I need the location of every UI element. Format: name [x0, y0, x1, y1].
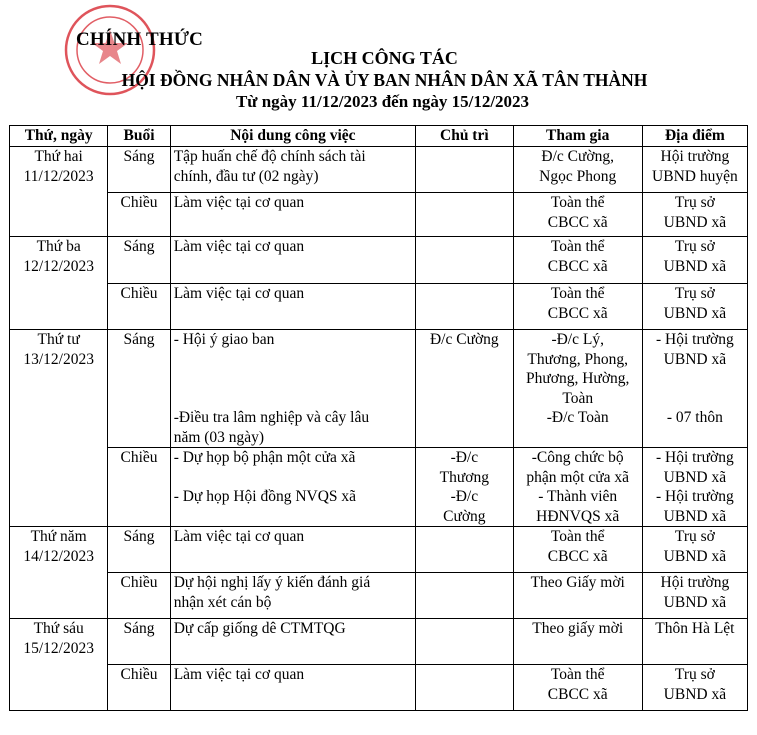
chair-cell — [416, 330, 514, 448]
participants-cell — [513, 147, 642, 193]
participants-cell-line: Toàn thể — [550, 285, 605, 302]
table-row — [10, 448, 748, 527]
participants-cell-line: Phương, Hường, — [526, 370, 630, 387]
participants-cell-line: phận một cửa xã — [526, 468, 630, 486]
day-name: Thứ tư — [37, 331, 80, 348]
content-cell-line: nhận xét cán bộ — [173, 593, 272, 611]
day-cell — [10, 527, 108, 619]
participants-cell-line: Toàn thể — [550, 666, 605, 683]
content-cell-line — [174, 350, 412, 370]
chair-cell-line: Cường — [443, 507, 486, 525]
location-cell-line: - Hội trường — [656, 331, 734, 348]
location-cell-line: - 07 thôn — [666, 409, 723, 426]
table-row — [10, 527, 748, 573]
content-cell-line: năm (03 ngày) — [173, 428, 265, 446]
location-cell-line: Thôn Hà Lệt — [655, 620, 735, 637]
session-cell: Sáng — [108, 527, 170, 573]
content-cell — [170, 573, 415, 619]
location-cell — [642, 665, 747, 711]
chair-cell-line: Thương — [439, 468, 489, 486]
content-cell-line — [174, 369, 412, 389]
session-cell: Sáng — [108, 147, 170, 193]
content-cell-line — [174, 389, 412, 409]
location-cell-line — [646, 389, 744, 409]
participants-cell — [513, 448, 642, 527]
day-cell — [10, 330, 108, 527]
participants-cell — [513, 237, 642, 284]
participants-cell-line: CBCC xã — [547, 257, 608, 275]
header-chair: Chủ trì — [416, 126, 514, 147]
page-subtitle: HỘI ĐỒNG NHÂN DÂN VÀ ỦY BAN NHÂN DÂN XÃ TÂN THÀNH — [121, 70, 648, 90]
location-cell-line: UBND xã — [663, 593, 727, 611]
table-row — [10, 665, 748, 711]
participants-cell-line: HĐNVQS xã — [536, 507, 620, 525]
location-cell-line: UBND xã — [663, 685, 727, 703]
participants-cell — [513, 284, 642, 330]
location-cell-line: Trụ sở — [674, 285, 715, 302]
official-label: CHÍNH THỨC — [76, 29, 204, 50]
table-row — [10, 284, 748, 330]
content-cell — [170, 147, 415, 193]
schedule-table — [9, 125, 748, 711]
location-cell-line: UBND xã — [663, 257, 727, 275]
chair-cell — [416, 237, 514, 284]
content-cell-line: Làm việc tại cơ quan — [173, 285, 305, 302]
participants-cell-line: CBCC xã — [547, 304, 608, 322]
location-cell — [642, 147, 747, 193]
day-cell — [10, 619, 108, 711]
content-cell-line: - Hội ý giao ban — [173, 331, 275, 348]
header-location: Địa điểm — [642, 126, 747, 147]
day-cell — [10, 237, 108, 330]
location-cell — [642, 193, 747, 237]
day-name: Thứ hai — [34, 148, 83, 165]
location-cell-line — [646, 369, 744, 389]
content-cell-line: Tập huấn chế độ chính sách tài — [173, 148, 366, 165]
location-cell-line: UBND xã — [663, 304, 727, 322]
content-cell — [170, 665, 415, 711]
chair-cell — [416, 573, 514, 619]
participants-cell-line: -Đ/c Toàn — [546, 409, 609, 426]
day-name: Thứ năm — [30, 528, 87, 545]
chair-cell-line: Đ/c Cường — [429, 331, 499, 348]
participants-cell-line: CBCC xã — [547, 213, 608, 231]
content-cell-line: Làm việc tại cơ quan — [173, 528, 305, 545]
participants-cell-line: Toàn — [562, 389, 594, 407]
content-cell — [170, 330, 415, 448]
location-cell — [642, 527, 747, 573]
content-cell-line — [174, 468, 412, 488]
content-cell-line: Làm việc tại cơ quan — [173, 238, 305, 255]
participants-cell-line: Theo giấy mời — [532, 620, 624, 637]
header-row — [10, 126, 748, 147]
location-cell-line: - Hội trường — [656, 449, 734, 466]
chair-cell — [416, 193, 514, 237]
day-date: 12/12/2023 — [23, 257, 94, 275]
chair-cell-line: -Đ/c — [450, 488, 479, 505]
location-cell — [642, 284, 747, 330]
content-cell — [170, 619, 415, 665]
table-row — [10, 193, 748, 237]
participants-cell — [513, 665, 642, 711]
participants-cell — [513, 527, 642, 573]
header-session: Buổi — [108, 126, 170, 147]
location-cell-line: UBND xã — [663, 507, 727, 525]
location-cell-line: UBND xã — [663, 468, 727, 486]
content-cell-line: - Dự họp bộ phận một cửa xã — [173, 449, 356, 466]
location-cell-line: UBND xã — [663, 547, 727, 565]
content-cell-line: Dự hội nghị lấy ý kiến đánh giá — [173, 574, 371, 591]
content-cell-line: Dự cấp giống dê CTMTQG — [173, 620, 346, 637]
session-cell: Sáng — [108, 237, 170, 284]
location-cell — [642, 237, 747, 284]
participants-cell-line: - Thành viên — [538, 488, 618, 505]
participants-cell-line: Toàn thể — [550, 194, 605, 211]
participants-cell-line: Toàn thể — [550, 528, 605, 545]
chair-cell — [416, 665, 514, 711]
participants-cell-line: Ngọc Phong — [539, 167, 617, 185]
chair-cell — [416, 448, 514, 527]
date-range: Từ ngày 11/12/2023 đến ngày 15/12/2023 — [235, 92, 530, 111]
content-cell-line: - Dự họp Hội đồng NVQS xã — [173, 488, 357, 505]
session-cell: Sáng — [108, 619, 170, 665]
location-cell-line: UBND xã — [663, 350, 727, 368]
participants-cell-line: Toàn thể — [550, 238, 605, 255]
header-participants: Tham gia — [513, 126, 642, 147]
location-cell — [642, 573, 747, 619]
table-row — [10, 573, 748, 619]
participants-cell-line: Thương, Phong, — [527, 350, 628, 368]
location-cell-line: Trụ sở — [674, 238, 715, 255]
content-cell — [170, 448, 415, 527]
chair-cell — [416, 527, 514, 573]
content-cell-line: chính, đầu tư (02 ngày) — [173, 167, 319, 185]
location-cell-line: - Hội trường — [656, 488, 734, 505]
table-row — [10, 619, 748, 665]
day-name: Thứ ba — [36, 238, 81, 255]
chair-cell-line: -Đ/c — [450, 449, 479, 466]
content-cell-line: Làm việc tại cơ quan — [173, 194, 305, 211]
content-cell — [170, 193, 415, 237]
location-cell-line: UBND xã — [663, 213, 727, 231]
location-cell-line: Trụ sở — [674, 528, 715, 545]
location-cell-line: UBND huyện — [652, 167, 738, 185]
page-title: LỊCH CÔNG TÁC — [311, 48, 458, 68]
table-row — [10, 237, 748, 284]
participants-cell — [513, 330, 642, 448]
day-name: Thứ sáu — [33, 620, 84, 637]
participants-cell — [513, 619, 642, 665]
session-cell: Chiều — [108, 193, 170, 237]
participants-cell — [513, 193, 642, 237]
content-cell-line: -Điều tra lâm nghiệp và cây lâu — [173, 409, 370, 426]
table-row — [10, 330, 748, 448]
day-date: 13/12/2023 — [23, 350, 94, 368]
day-date: 14/12/2023 — [23, 547, 94, 565]
session-cell: Chiều — [108, 284, 170, 330]
location-cell — [642, 330, 747, 448]
table-row — [10, 147, 748, 193]
day-date: 15/12/2023 — [23, 639, 94, 657]
location-cell-line: Trụ sở — [674, 194, 715, 211]
participants-cell-line: -Đ/c Lý, — [551, 331, 604, 348]
day-date: 11/12/2023 — [23, 167, 94, 185]
location-cell-line: Hội trường — [660, 148, 730, 165]
day-cell — [10, 147, 108, 237]
location-cell-line: Hội trường — [660, 574, 730, 591]
participants-cell-line: -Công chức bộ — [531, 449, 624, 466]
session-cell: Chiều — [108, 573, 170, 619]
session-cell: Chiều — [108, 448, 170, 527]
chair-cell — [416, 284, 514, 330]
location-cell — [642, 448, 747, 527]
location-cell — [642, 619, 747, 665]
content-cell-line: Làm việc tại cơ quan — [173, 666, 305, 683]
participants-cell-line: Đ/c Cường, — [541, 148, 614, 165]
session-cell: Sáng — [108, 330, 170, 448]
participants-cell-line: CBCC xã — [547, 547, 608, 565]
participants-cell — [513, 573, 642, 619]
chair-cell — [416, 619, 514, 665]
location-cell-line: Trụ sở — [674, 666, 715, 683]
content-cell — [170, 527, 415, 573]
content-cell — [170, 284, 415, 330]
header-day: Thứ, ngày — [10, 126, 108, 147]
header-content: Nội dung công việc — [170, 126, 415, 147]
participants-cell-line: Theo Giấy mời — [530, 574, 625, 591]
participants-cell-line: CBCC xã — [547, 685, 608, 703]
session-cell: Chiều — [108, 665, 170, 711]
chair-cell — [416, 147, 514, 193]
content-cell — [170, 237, 415, 284]
